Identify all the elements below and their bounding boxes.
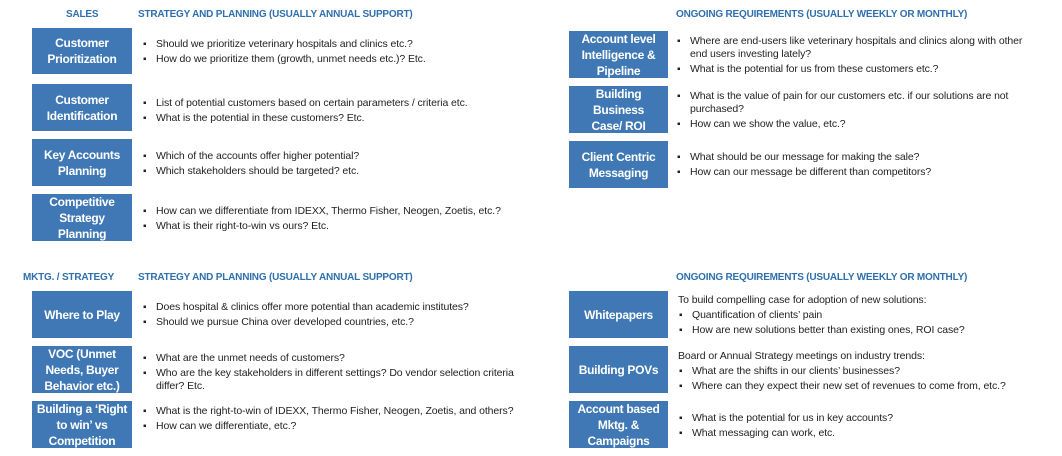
box-label: Customer Identification: [46, 92, 118, 123]
list-item: ▪ Which stakeholders should be targeted? etc.: [142, 165, 542, 178]
intro-text: Board or Annual Strategy meetings on industry trends:: [678, 350, 925, 362]
list-item: ▪ What is the value of pain for our customers etc. if our solutions are not purchased?: [676, 90, 1036, 116]
list-item: ▪ List of potential customers based on certain parameters / criteria etc.: [142, 97, 542, 110]
sales-section-label: SALES: [66, 9, 99, 20]
list-item: ▪ What is the right-to-win of IDEXX, Thermo Fisher, Neogen, Zoetis, and others?: [142, 405, 522, 418]
box-label: Customer Prioritization: [47, 36, 117, 66]
key-accounts-planning-notes: [142, 150, 542, 180]
whitepapers-notes: [678, 294, 1038, 339]
list-item: ▪ How can we differentiate from IDEXX, Thermo Fisher, Neogen, Zoetis, etc.?: [142, 205, 542, 218]
list-item: ▪ Quantification of clients’ pain: [678, 309, 1038, 322]
box-label: Building Business Case/ ROI: [591, 86, 646, 133]
intro-text: To build compelling case for adoption of new solutions:: [678, 294, 927, 306]
box-label: Key Accounts Planning: [44, 147, 120, 178]
list-item: ▪ What are the shifts in our clients’ businesses?: [678, 365, 1038, 378]
building-business-case-notes: [676, 90, 1036, 133]
building-business-case-box: [569, 86, 668, 133]
building-povs-notes: [678, 350, 1038, 395]
building-povs-box: [569, 346, 668, 393]
mktg-ongoing-header: ONGOING REQUIREMENTS (USUALLY WEEKLY OR MONTHLY): [676, 272, 968, 283]
list-item: ▪ What is the potential for us from these customers etc.?: [676, 63, 1036, 76]
mktg-strategy-header: STRATEGY AND PLANNING (USUALLY ANNUAL SUPPORT): [138, 272, 413, 283]
box-label: Whitepapers: [584, 307, 653, 322]
list-item: ▪ Should we prioritize veterinary hospitals and clinics etc.?: [142, 38, 542, 51]
right-to-win-box: [32, 401, 132, 448]
whitepapers-box: [569, 291, 668, 338]
box-label: Building a ‘Right to win’ vs Competition: [36, 401, 128, 448]
list-item: ▪ How can we show the value, etc.?: [676, 118, 1036, 131]
list-item: ▪ Who are the key stakeholders in different settings? Do vendor selection criteria differ? Etc.: [142, 367, 522, 393]
box-label: VOC (Unmet Needs, Buyer Behavior etc.): [44, 346, 120, 393]
competitive-strategy-planning-notes: [142, 205, 542, 235]
account-based-marketing-box: [569, 401, 668, 448]
where-to-play-notes: [142, 301, 542, 331]
client-centric-messaging-notes: [676, 151, 1036, 181]
list-item: ▪ What messaging can work, etc.: [678, 427, 1038, 440]
key-accounts-planning-box: [32, 139, 132, 186]
customer-identification-box: [32, 84, 132, 131]
list-item: ▪ Which of the accounts offer higher potential?: [142, 150, 542, 163]
list-item: ▪ What are the unmet needs of customers?: [142, 352, 522, 365]
list-item: ▪ How do we prioritize them (growth, unmet needs etc.)? Etc.: [142, 53, 542, 66]
list-item: ▪ What is their right-to-win vs ours? Etc.: [142, 220, 542, 233]
customer-identification-notes: [142, 97, 542, 127]
list-item: ▪ Where can they expect their new set of revenues to come from, etc.?: [678, 380, 1038, 393]
list-item: ▪ What is the potential in these customers? Etc.: [142, 112, 542, 125]
list-item: ▪ How are new solutions better than existing ones, ROI case?: [678, 324, 1038, 337]
box-label: Account level Intelligence & Pipeline: [581, 31, 656, 78]
customer-prioritization-notes: [142, 38, 542, 68]
voc-box: [32, 346, 132, 393]
list-item: ▪ How can we differentiate, etc.?: [142, 420, 522, 433]
list-item: ▪ Should we pursue China over developed countries, etc.?: [142, 316, 542, 329]
where-to-play-box: [32, 291, 132, 338]
box-label: Client Centric Messaging: [581, 149, 656, 180]
box-label: Building POVs: [578, 362, 659, 377]
account-level-intelligence-box: [569, 31, 668, 78]
competitive-strategy-planning-box: [32, 194, 132, 241]
list-item: ▪ What is the potential for us in key accounts?: [678, 412, 1038, 425]
sales-strategy-header: STRATEGY AND PLANNING (USUALLY ANNUAL SUPPORT): [138, 9, 413, 20]
account-level-intelligence-notes: [676, 35, 1036, 78]
list-item: ▪ Does hospital & clinics offer more potential than academic institutes?: [142, 301, 542, 314]
account-based-marketing-notes: [678, 412, 1038, 442]
mktg-section-label: MKTG. / STRATEGY: [23, 272, 115, 283]
right-to-win-notes: [142, 405, 522, 435]
box-label: Competitive Strategy Planning: [49, 194, 115, 241]
list-item: ▪ How can our message be different than competitors?: [676, 166, 1036, 179]
sales-ongoing-header: ONGOING REQUIREMENTS (USUALLY WEEKLY OR MONTHLY): [676, 9, 968, 20]
box-label: Account based Mktg. & Campaigns: [577, 401, 660, 448]
box-label: Where to Play: [44, 307, 120, 322]
voc-notes: [142, 352, 522, 395]
client-centric-messaging-box: [569, 141, 668, 188]
customer-prioritization-box: [32, 28, 132, 74]
list-item: ▪ Where are end-users like veterinary hospitals and clinics along with other end users investing lately?: [676, 35, 1036, 61]
list-item: ▪ What should be our message for making the sale?: [676, 151, 1036, 164]
